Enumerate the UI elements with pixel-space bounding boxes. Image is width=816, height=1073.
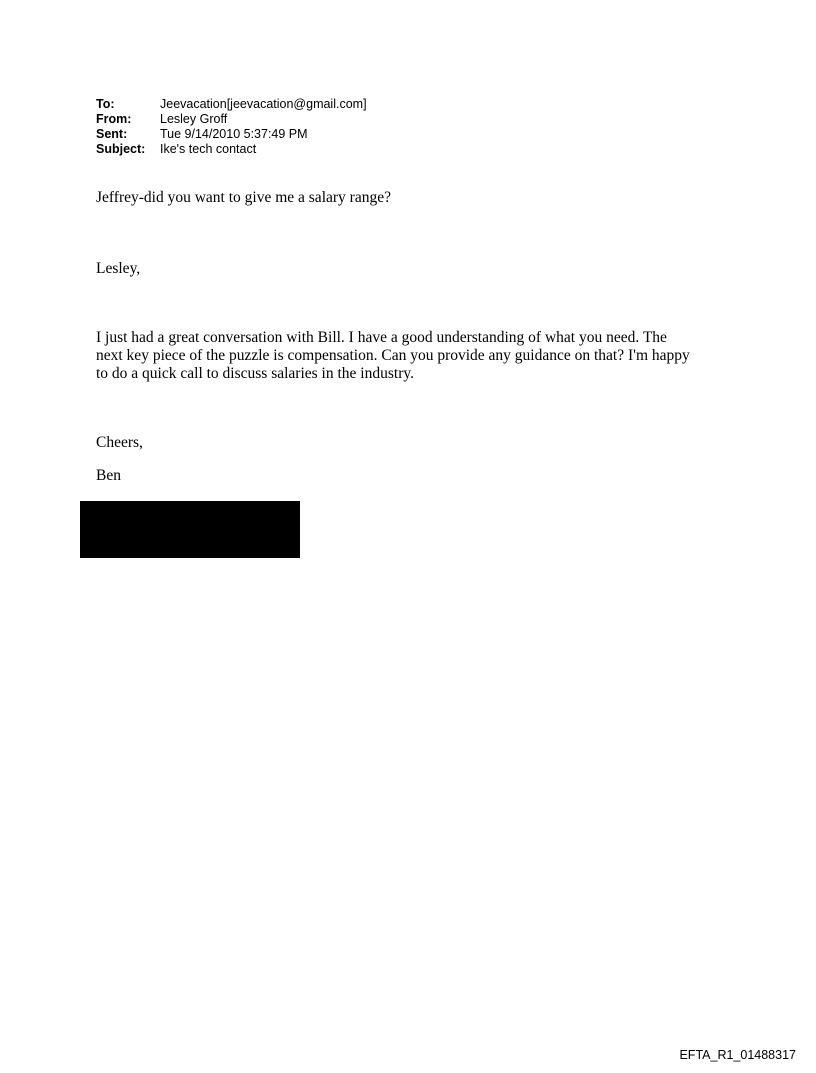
document-id: EFTA_R1_01488317 xyxy=(679,1048,796,1062)
closing-line: Cheers, xyxy=(96,434,143,451)
to-value: Jeevacation[jeevacation@gmail.com] xyxy=(160,97,367,111)
subject-row xyxy=(96,142,367,157)
sent-row xyxy=(96,127,367,142)
message-paragraph xyxy=(96,329,690,383)
paragraph-line-1: I just had a great conversation with Bill. I have a good understanding of what you need. The xyxy=(96,329,667,346)
greeting-line: Lesley, xyxy=(96,260,141,277)
question-line: Jeffrey-did you want to give me a salary range? xyxy=(96,189,391,206)
from-label: From: xyxy=(96,112,132,126)
paragraph-line-3: to do a quick call to discuss salaries in the industry. xyxy=(96,365,414,382)
signature-line: Ben xyxy=(96,467,121,484)
email-header xyxy=(96,97,367,157)
paragraph-line-2: next key piece of the puzzle is compensation. Can you provide any guidance on that? I'm happy xyxy=(96,347,690,364)
sent-value: Tue 9/14/2010 5:37:49 PM xyxy=(160,127,308,141)
from-value: Lesley Groff xyxy=(160,112,228,126)
sent-label: Sent: xyxy=(96,127,128,141)
to-label: To: xyxy=(96,97,115,111)
to-row xyxy=(96,97,367,112)
subject-value: Ike's tech contact xyxy=(160,142,257,156)
redaction-block xyxy=(80,501,300,558)
subject-label: Subject: xyxy=(96,142,146,156)
from-row xyxy=(96,112,367,127)
